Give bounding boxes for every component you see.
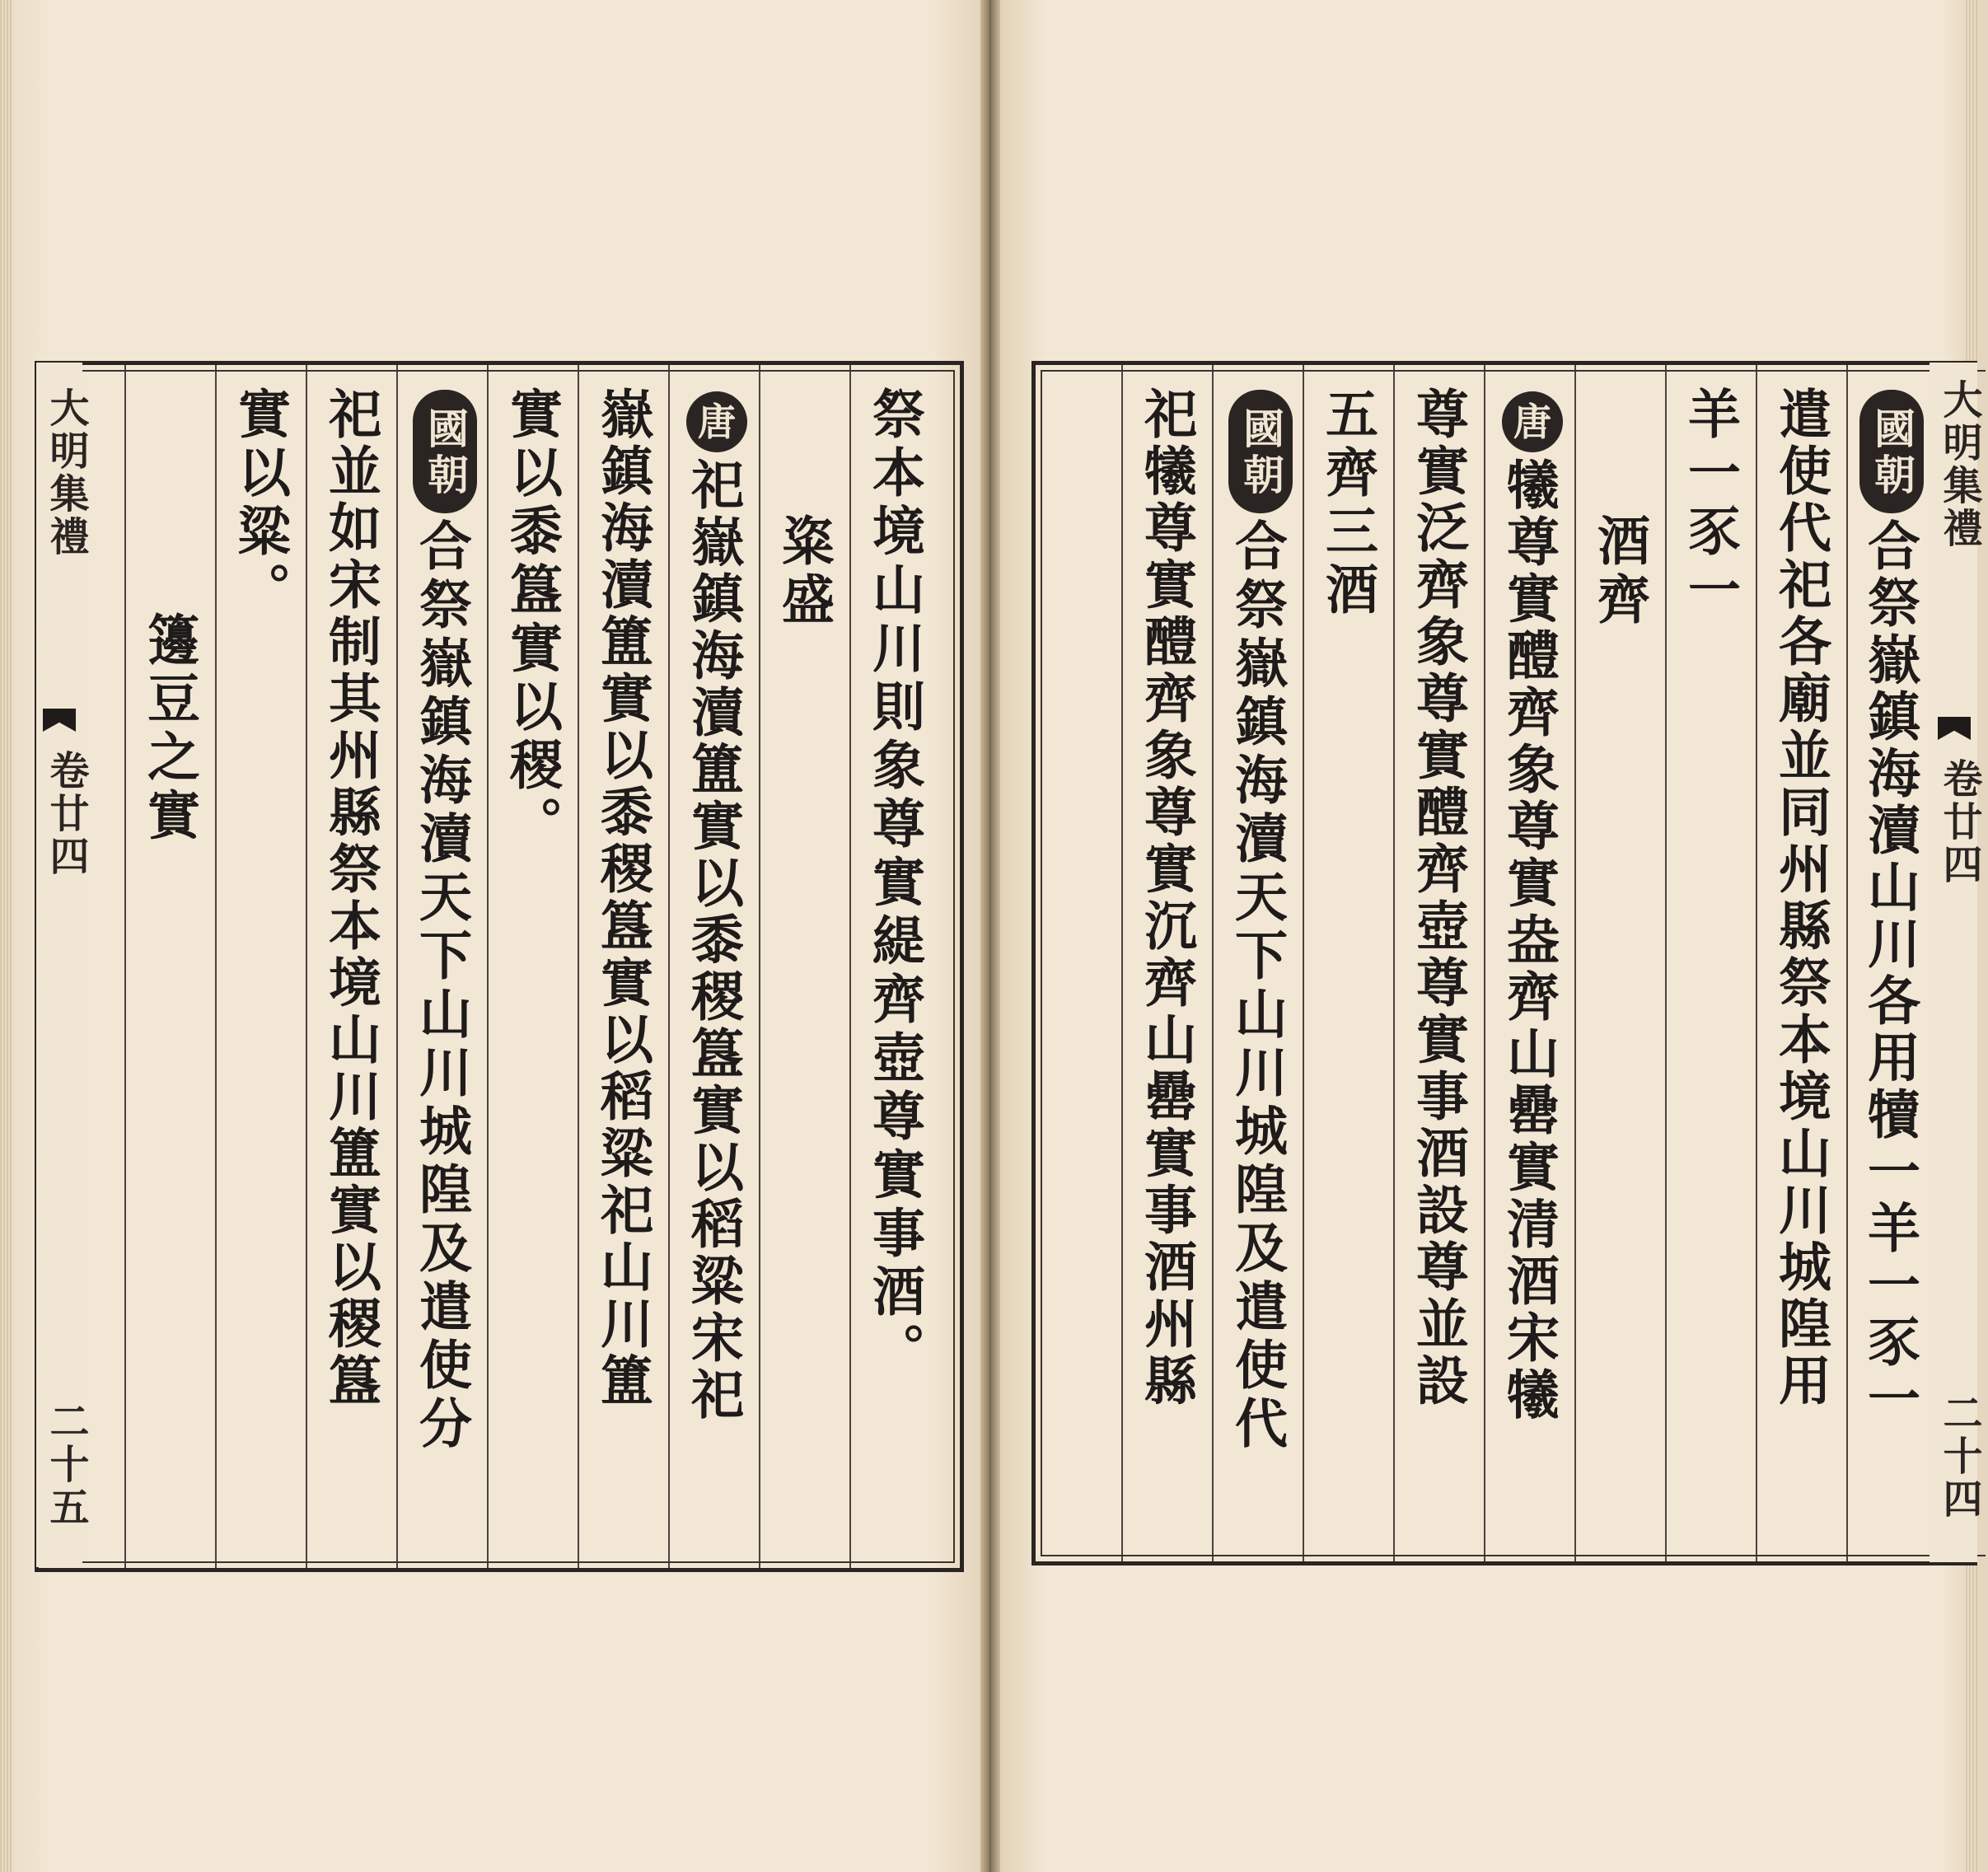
left-col-4: 嶽鎮海瀆簠實以黍稷簋實以稻粱祀山川簠 [592, 386, 653, 1410]
right-col-4: 酒齊 [1588, 513, 1650, 630]
left-col-2: 粢盛 [773, 513, 835, 630]
right-col-7: 五齊三酒 [1317, 386, 1378, 620]
dynasty-badge: 唐 [1502, 391, 1563, 452]
dynasty-badge: 國朝 [413, 390, 477, 513]
right-col-6: 尊實泛齊象尊實醴齊壺尊實事酒設尊並設 [1407, 386, 1469, 1410]
left-text-frame [35, 361, 964, 1572]
left-margin-volume: 卷廿四 [43, 750, 89, 878]
right-text-frame [1031, 361, 1977, 1565]
right-col-2: 遣使代祀各廟並同州縣祭本境山川城隍用 [1770, 386, 1831, 1410]
left-col-9: 籩豆之實 [138, 612, 200, 846]
right-margin-title: 大明集禮 [1936, 379, 1982, 550]
fishtail-mark [43, 709, 76, 732]
left-margin-title: 大明集禮 [43, 387, 89, 559]
right-col-8: 合祭嶽鎮海瀆天下山川城隍及遣使代 [1226, 518, 1288, 1454]
book-gutter [980, 0, 1000, 1872]
right-col-3: 羊一豕一 [1679, 386, 1741, 620]
dynasty-badge: 唐 [686, 391, 747, 452]
left-col-7: 祀並如宋制其州縣祭本境山川簠實以稷簋 [320, 386, 381, 1410]
dynasty-badge: 國朝 [1859, 390, 1924, 513]
fishtail-mark [1938, 717, 1971, 740]
right-margin-volume: 卷廿四 [1936, 758, 1982, 887]
dynasty-badge: 國朝 [1228, 390, 1293, 513]
left-col-8: 實以粱。 [229, 386, 291, 620]
right-margin-column [1930, 363, 1982, 1562]
right-margin-folio: 二十四 [1936, 1392, 1982, 1521]
left-col-1: 祭本境山川則象尊實緹齊壺尊實事酒。 [863, 386, 925, 1381]
left-page-edges [0, 0, 12, 1872]
left-margin-column [36, 363, 89, 1567]
right-col-5: 犧尊實醴齊象尊實盎齊山罍實清酒宋犧 [1498, 457, 1560, 1424]
left-col-5: 實以黍簋實以稷。 [501, 386, 563, 854]
left-col-3: 祀嶽鎮海瀆簠實以黍稷簋實以稻粱宋祀 [682, 457, 744, 1424]
left-col-6: 合祭嶽鎮海瀆天下山川城隍及遣使分 [410, 518, 472, 1454]
right-col-1: 合祭嶽鎮海瀆山川各用犢一羊一豕一 [1859, 518, 1920, 1428]
left-margin-folio: 二十五 [43, 1401, 89, 1529]
right-col-9: 祀犧尊實醴齊象尊實沉齊山罍實事酒州縣 [1135, 386, 1197, 1410]
